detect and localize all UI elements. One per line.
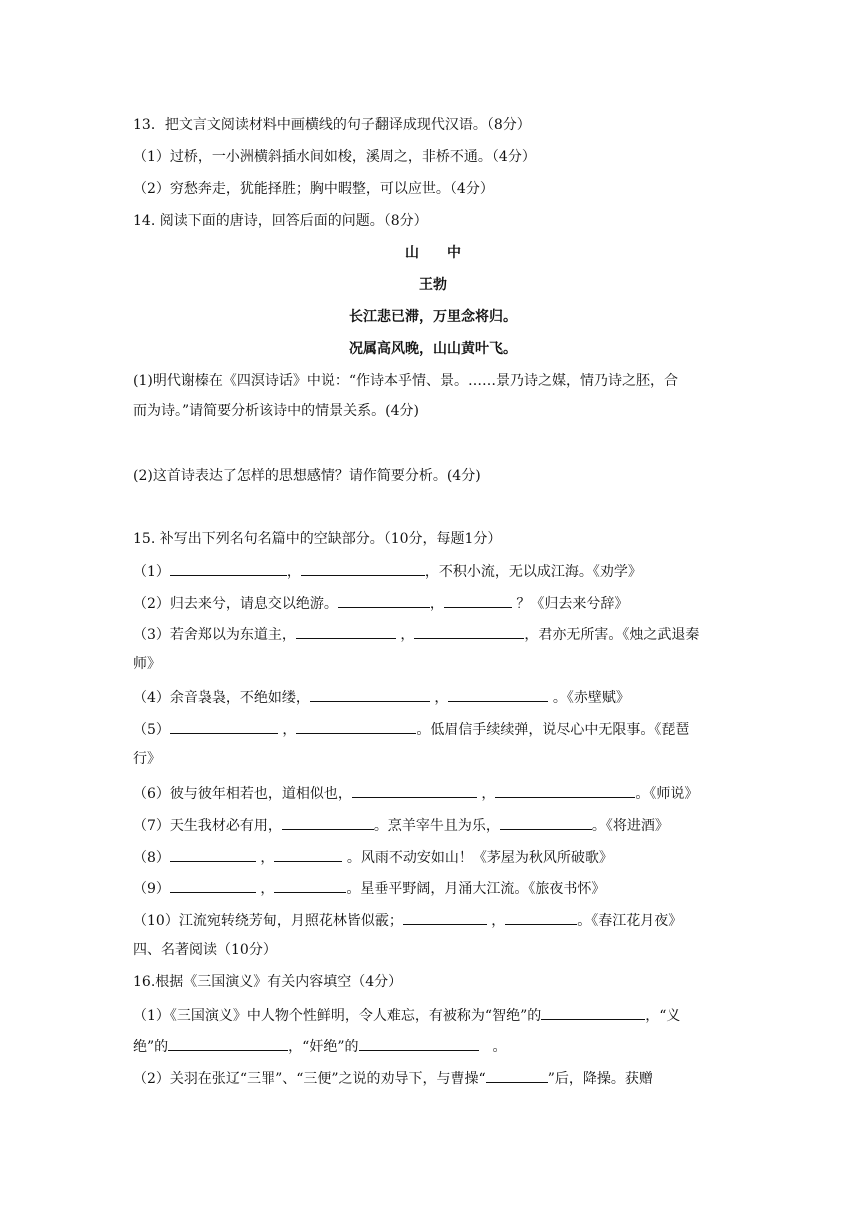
q15-item-2-prefix: （2）归去来兮，请息交以绝游。 [133, 596, 338, 612]
q15-item-9-sep: ， [255, 881, 275, 897]
q16-part-1-line2-suffix: 。 [478, 1039, 507, 1055]
blank-field[interactable] [301, 560, 425, 576]
q15-item-3-cont: 师》 [133, 656, 161, 672]
blank-field[interactable] [352, 782, 477, 798]
blank-field[interactable] [500, 814, 592, 830]
blank-field[interactable] [486, 1067, 548, 1083]
q15-item-3-suffix: ，君亦无所害。《烛之武退秦 [524, 627, 700, 643]
q15-item-1-sep: ， [286, 564, 301, 580]
q14-sub1-line1: (1)明代谢榛在《四溟诗话》中说：“作诗本乎情、景。……景乃诗之媒，情乃诗之胚，合 [133, 373, 678, 389]
q15-item-9-suffix: 。星垂平野阔，月涌大江流。《旅夜书怀》 [346, 881, 606, 897]
section-4-title: 四、名著阅读（10分） [133, 942, 277, 958]
q14-sub2: (2)这首诗表达了怎样的思想感情？请作简要分析。(4分) [133, 468, 481, 484]
q16-part-1-line2-mid: ，“奸绝”的 [288, 1039, 359, 1055]
q15-item-6 [133, 782, 733, 802]
blank-field[interactable] [403, 909, 487, 925]
q15-item-10-prefix: （10）江流宛转绕芳甸，月照花林皆似霰； [133, 913, 403, 929]
q14-sub1-line2: 而为诗。”请简要分析该诗中的情景关系。(4分) [133, 403, 419, 419]
q15-item-8 [133, 846, 733, 866]
q16-part-1-suffix: ，“义 [645, 1008, 681, 1024]
q15-item-1-prefix: （1） [133, 564, 170, 580]
q15-item-2-suffix: ？《归去来兮辞》 [511, 596, 629, 612]
blank-field[interactable] [274, 877, 346, 893]
q15-item-7-prefix: （7）天生我材必有用， [133, 818, 282, 834]
q14-title: 14. 阅读下面的唐诗，回答后面的问题。（8分） [133, 213, 428, 229]
q15-item-9 [133, 877, 733, 897]
poem-title: 山 中 [405, 245, 461, 261]
blank-field[interactable] [170, 846, 256, 862]
q15-item-10-sep: ， [486, 913, 506, 929]
q15-item-7 [133, 814, 733, 834]
q15-item-2 [133, 592, 733, 612]
q15-item-6-prefix: （6）彼与彼年相若也，道相似也， [133, 786, 352, 802]
blank-field[interactable] [296, 623, 396, 639]
q16-part-2 [133, 1067, 733, 1087]
q15-item-5 [133, 718, 733, 738]
q16-title: 16.根据《三国演义》有关内容填空（4分） [133, 974, 403, 990]
q15-item-7-suffix: 。《将进酒》 [591, 818, 669, 834]
poem-author: 王勃 [419, 277, 447, 293]
q13-sentence-1: （1）过桥，一小洲横斜插水间如梭，溪周之，非桥不通。（4分） [133, 149, 536, 165]
q15-item-3-sep: ， [395, 627, 415, 643]
q16-part-1-line2-prefix: 绝”的 [133, 1039, 169, 1055]
q15-item-4 [133, 686, 733, 706]
blank-field[interactable] [414, 623, 524, 639]
q15-item-8-prefix: （8） [133, 850, 170, 866]
q15-item-3 [133, 623, 733, 643]
q15-item-4-sep: ， [429, 690, 449, 706]
q16-part-1-line1 [133, 1004, 733, 1024]
q15-item-5-sep: ， [277, 722, 297, 738]
q15-item-4-prefix: （4）余音袅袅，不绝如缕， [133, 690, 310, 706]
q15-item-9-prefix: （9） [133, 881, 170, 897]
q15-title: 15. 补写出下列名句名篇中的空缺部分。（10分，每题1分） [133, 531, 502, 547]
blank-field[interactable] [170, 560, 287, 576]
blank-field[interactable] [444, 592, 512, 608]
q15-item-7-mid: 。烹羊宰牛且为乐， [373, 818, 500, 834]
blank-field[interactable] [495, 782, 635, 798]
q15-item-10-suffix: 。《春江花月夜》 [577, 913, 683, 929]
blank-field[interactable] [448, 686, 548, 702]
blank-field[interactable] [505, 909, 577, 925]
blank-field[interactable] [168, 1035, 288, 1051]
blank-field[interactable] [359, 1035, 479, 1051]
blank-field[interactable] [541, 1004, 645, 1020]
blank-field[interactable] [310, 686, 430, 702]
q15-item-1-suffix: ，不积小流，无以成江海。《劝学》 [424, 564, 642, 580]
q15-item-5-cont: 行》 [133, 751, 161, 767]
q16-part-2-prefix: （2）关羽在张辽“三罪”、“三便”之说的劝导下，与曹操“ [133, 1071, 486, 1087]
blank-field[interactable] [170, 718, 278, 734]
q15-item-5-prefix: （5） [133, 722, 170, 738]
blank-field[interactable] [338, 592, 430, 608]
blank-field[interactable] [282, 814, 374, 830]
blank-field[interactable] [170, 877, 256, 893]
q15-item-8-suffix: 。风雨不动安如山！《茅屋为秋风所破歌》 [342, 850, 613, 866]
q15-item-10 [133, 909, 733, 929]
q15-item-6-sep: ， [476, 786, 496, 802]
q15-item-1 [133, 560, 733, 580]
q15-item-5-suffix: 。低眉信手续续弹，说尽心中无限事。《琵琶 [416, 722, 690, 738]
q15-item-4-suffix: 。《赤壁赋》 [548, 690, 630, 706]
q15-item-2-sep: ， [429, 596, 444, 612]
q13-sentence-2: （2）穷愁奔走，犹能择胜；胸中暇整，可以应世。（4分） [133, 181, 494, 197]
q13-title: 13．把文言文阅读材料中画横线的句子翻译成现代汉语。（8分） [133, 117, 531, 133]
q16-part-1-line2 [133, 1035, 733, 1055]
q15-item-6-suffix: 。《师说》 [635, 786, 699, 802]
poem-line-2: 况属高风晚，山山黄叶飞。 [349, 341, 517, 357]
poem-line-1: 长江悲已滞，万里念将归。 [349, 309, 517, 325]
q15-item-8-sep: ， [255, 850, 275, 866]
q16-part-2-suffix: ”后，降操。获赠 [547, 1071, 653, 1087]
blank-field[interactable] [296, 718, 416, 734]
blank-field[interactable] [274, 846, 342, 862]
q16-part-1-prefix: （1）《三国演义》中人物个性鲜明，令人难忘，有被称为“智绝”的 [133, 1008, 542, 1024]
q15-item-3-prefix: （3）若舍郑以为东道主， [133, 627, 296, 643]
